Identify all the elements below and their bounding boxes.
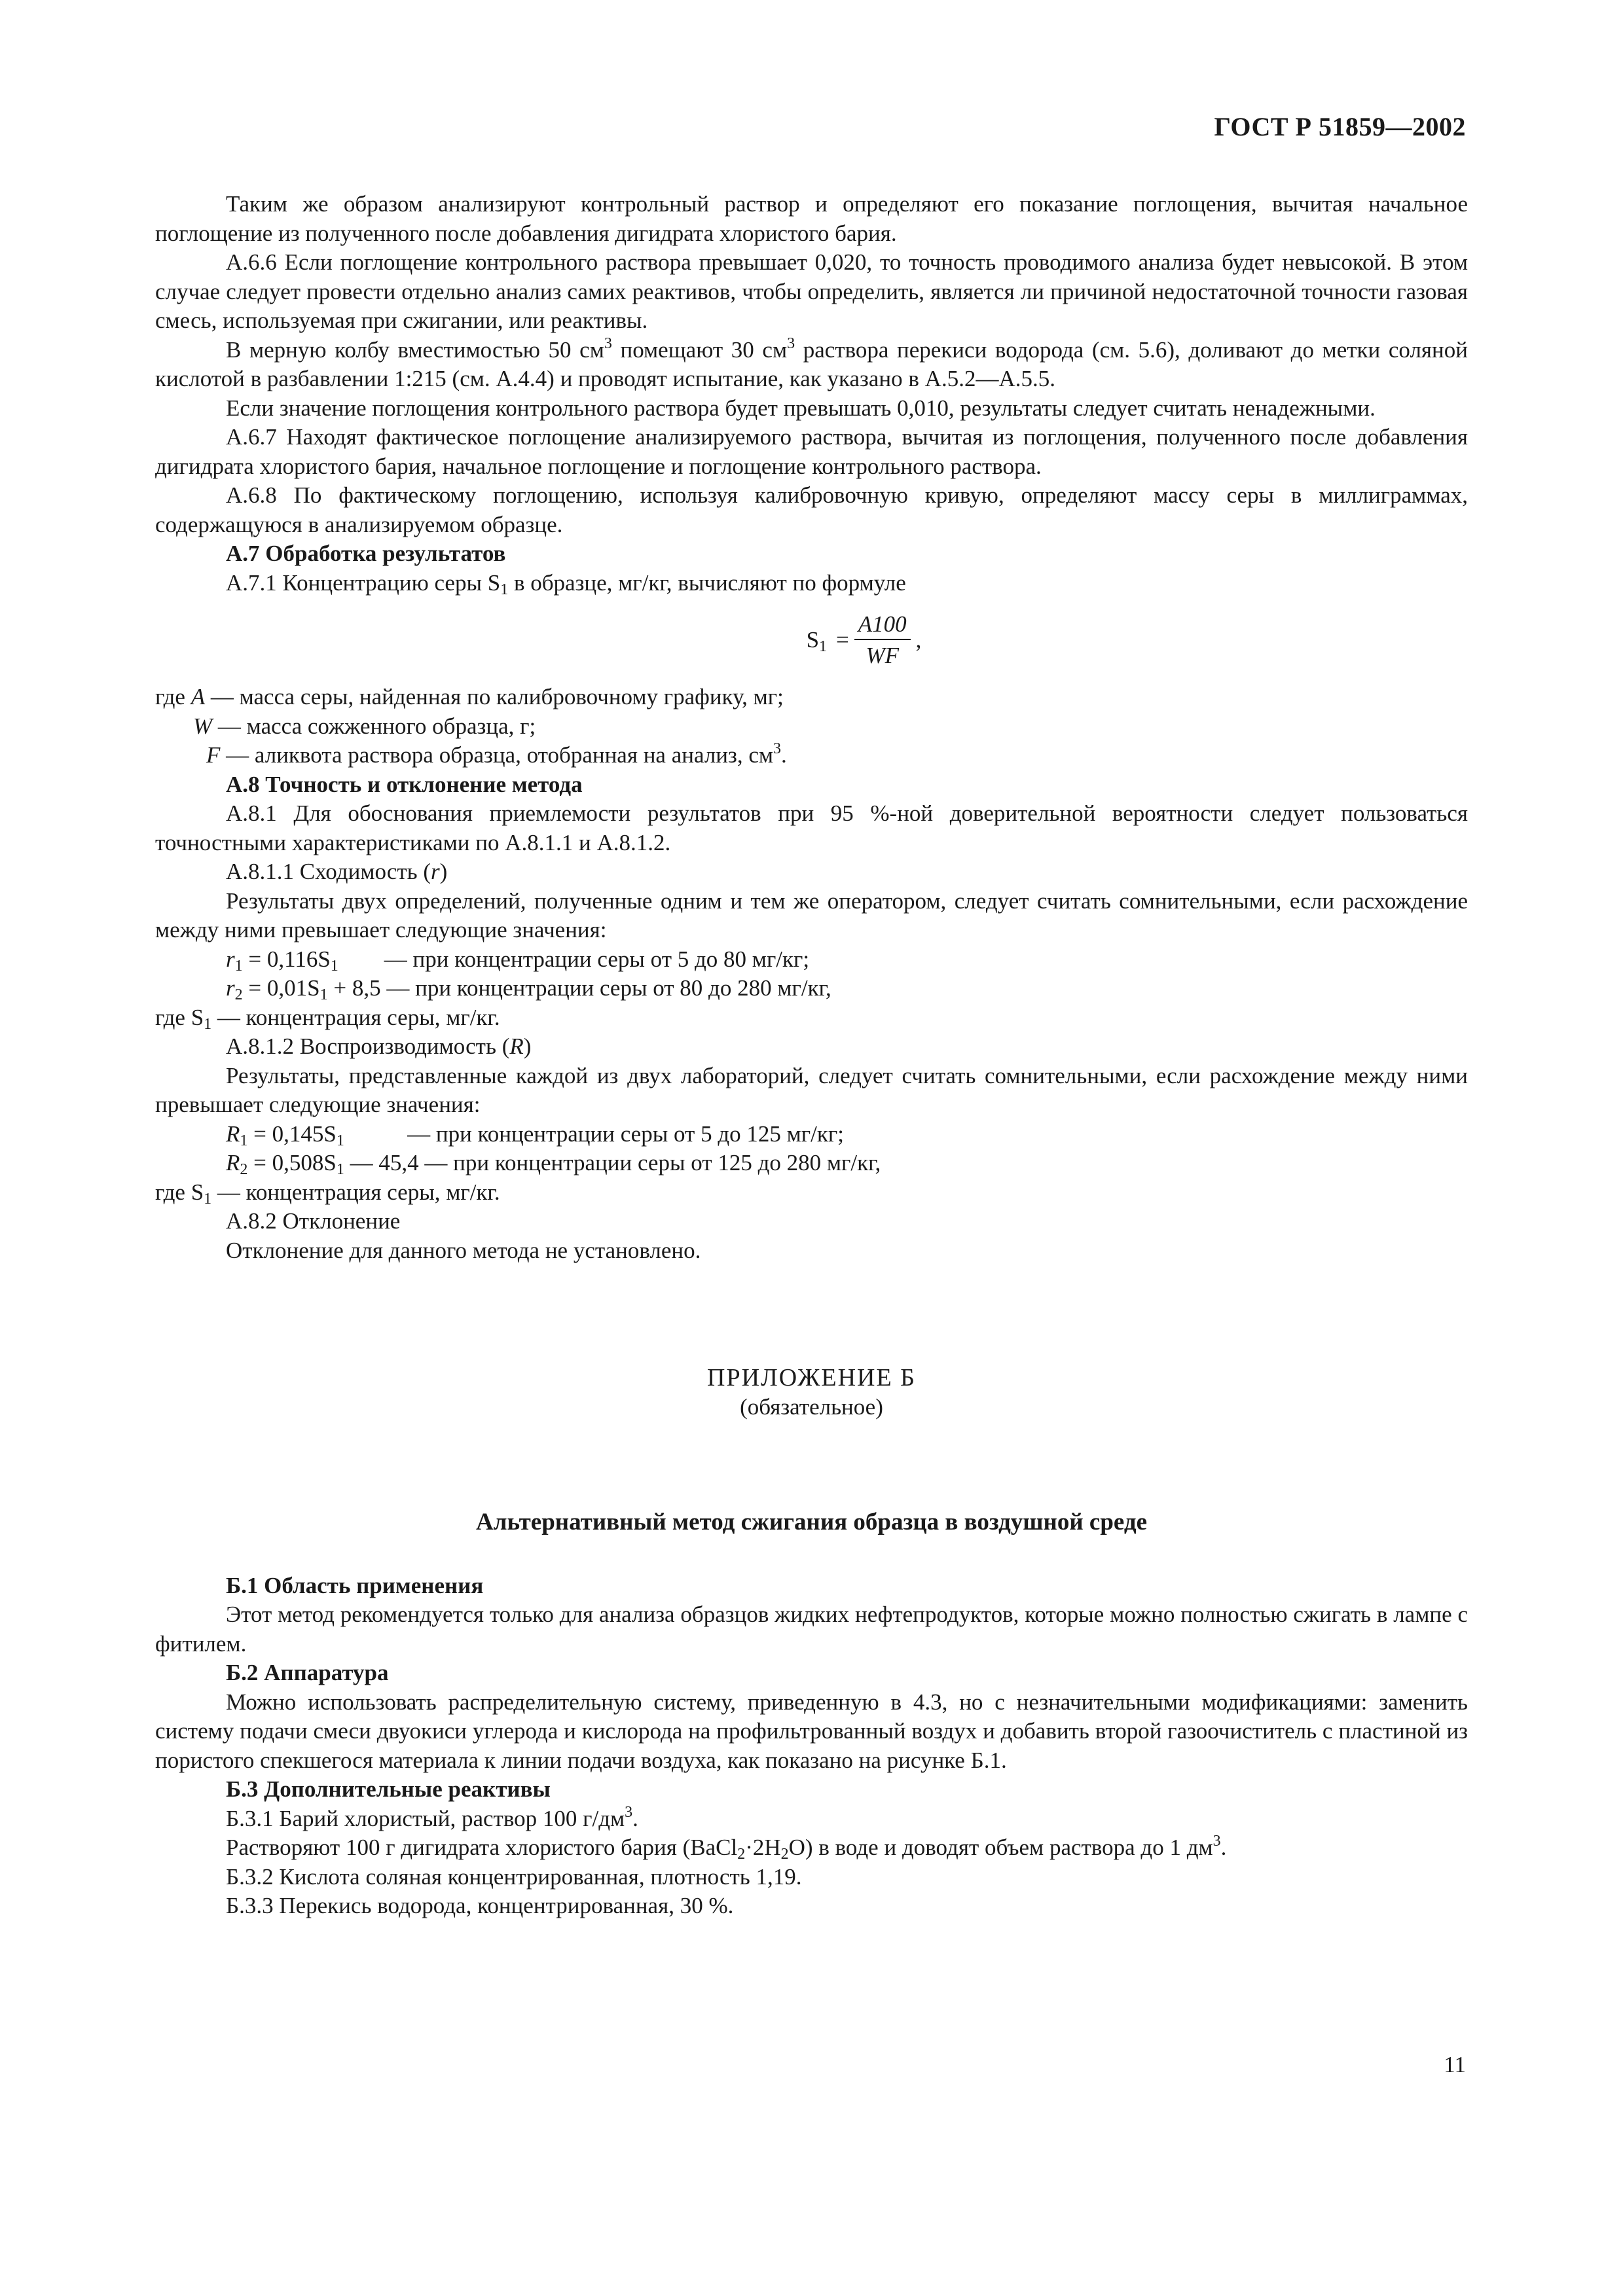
paragraph: Растворяют 100 г дигидрата хлористого бария $(BaCl_2\cdot 2H_2O)$ в воде и доводят объем раствора до 1 $дм^3$.: [226, 1833, 1227, 1863]
repeatability-r1: $r_1 = 0,116S_1$ — при концентрации серы от 5 до 80 мг/кг;: [226, 946, 810, 975]
where-note: где $S_1$ — концентрация серы, мг/кг.: [155, 1179, 500, 1208]
section-heading-a7: А.7 Обработка результатов: [226, 541, 506, 566]
definition-a: где A — масса серы, найденная по калибровочному графику, мг;: [155, 684, 784, 709]
standard-designation: ГОСТ Р 51859—2002: [1214, 112, 1466, 141]
paragraph: Б.3.2 Кислота соляная концентрированная, плотность 1,19.: [226, 1863, 802, 1890]
repeatability-r2: $r_2 = 0,01S_1 + 8,5$ — при концентрации серы от 80 до 280 мг/кг,: [226, 975, 831, 1003]
appendix-title: ПРИЛОЖЕНИЕ Б: [707, 1364, 916, 1391]
paragraph: В мерную колбу вместимостью 50 $см^3$ помещают 30 $см^3$ раствора перекиси водорода (см. 5.6), доливают до метки соляной кислотой в разбавлении 1:215 (см. А.4.4) и проводят испытание, как указано в А.5.2—А.5.5.: [155, 334, 1468, 391]
paragraph: Если значение поглощения контрольного раствора будет превышать 0,010, результаты следует считать ненадежными.: [226, 395, 1376, 421]
paragraph: Отклонение для данного метода не установлено.: [226, 1237, 701, 1263]
definition-w: W — масса сожженного образца, г;: [193, 713, 536, 739]
paragraph: А.8.1 Для обоснования приемлемости результатов при 95 %-ной доверительной вероятности следует пользоваться точностными характеристиками по А.8.1.1 и А.8.1.2.: [155, 800, 1468, 855]
section-heading-b2: Б.2 Аппаратура: [226, 1660, 389, 1685]
reproducibility-r2: $R_2 = 0,508S_1$ — 45,4 — при концентрации серы от 125 до 280 мг/кг,: [226, 1150, 881, 1178]
section-heading-a8: А.8 Точность и отклонение метода: [226, 771, 583, 797]
formula-s1: $S_1$ = $\frac{A100}{WF}$ ,: [260, 598, 1468, 683]
reproducibility-r1: $R_1 = 0,145S_1$ — при концентрации серы от 5 до 125 мг/кг;: [226, 1121, 844, 1149]
paragraph: А.8.2 Отклонение: [226, 1208, 401, 1234]
paragraph: Этот метод рекомендуется только для анализа образцов жидких нефтепродуктов, которые можно полностью сжигать в лампе с фитилем.: [155, 1602, 1468, 1657]
paragraph: Результаты двух определений, полученные одним и тем же оператором, следует считать сомнительными, если расхождение между ними превышает следующие значения:: [155, 888, 1468, 942]
section-heading-b1: Б.1 Область применения: [226, 1572, 484, 1598]
where-note: где $S_1$ — концентрация серы, мг/кг.: [155, 1004, 500, 1033]
paragraph: А.6.8 По фактическому поглощению, используя калибровочную кривую, определяют массу серы в миллиграммах, содержащуюся в анализируемом образце.: [155, 482, 1468, 537]
page-number: 11: [1444, 2052, 1466, 2077]
appendix-header: [155, 1363, 1468, 1422]
paragraph: Б.3.3 Перекись водорода, концентрированная, 30 %.: [226, 1893, 734, 1918]
appendix-subtitle: (обязательное): [740, 1393, 883, 1420]
document-body: [155, 190, 1468, 1921]
definition-f: F — аликвота раствора образца, отобранная на анализ, $см^3$.: [206, 740, 787, 768]
paragraph: Таким же образом анализируют контрольный раствор и определяют его показание поглощения, вычитая начальное поглощение из полученного после добавления дигидрата хлористого бария.: [155, 191, 1468, 246]
paragraph: Б.3.1 Барий хлористый, раствор 100 $г/дм^3$.: [226, 1803, 638, 1831]
paragraph: Результаты, представленные каждой из двух лабораторий, следует считать сомнительными, если расхождение между ними превышает следующие значения:: [155, 1062, 1468, 1117]
fraction: $\frac{A100}{WF}$: [854, 610, 911, 671]
section-heading-b3: Б.3 Дополнительные реактивы: [226, 1776, 551, 1802]
paragraph: А.7.1 Концентрацию серы $S_1$ в образце, мг/кг, вычисляют по формуле: [226, 569, 906, 598]
appendix-heading: Альтернативный метод сжигания образца в воздушной среде: [476, 1509, 1147, 1535]
paragraph: Можно использовать распределительную систему, приведенную в 4.3, но с незначительными модификациями: заменить систему подачи смеси двуокиси углерода и кислорода на профильтрованный воздух и добавить второй газоочиститель с пластиной из пористого спекшегося материала к линии подачи воздуха, как показано на рисунке Б.1.: [155, 1689, 1468, 1773]
paragraph: А.6.7 Находят фактическое поглощение анализируемого раствора, вычитая из поглощения, полученного после добавления дигидрата хлористого бария, начальное поглощение и поглощение контрольного раствора.: [155, 424, 1468, 479]
formula-definitions: [155, 683, 1468, 770]
paragraph: А.8.1.1 Сходимость (r): [226, 859, 448, 884]
paragraph: А.8.1.2 Воспроизводимость (R): [226, 1033, 532, 1059]
paragraph: А.6.6 Если поглощение контрольного раствора превышает 0,020, то точность проводимого анализа будет невысокой. В этом случае следует провести отдельно анализ самих реактивов, чтобы определить, является ли причиной недостаточной точности газовая смесь, используемая при сжигании, или реактивы.: [155, 249, 1468, 333]
